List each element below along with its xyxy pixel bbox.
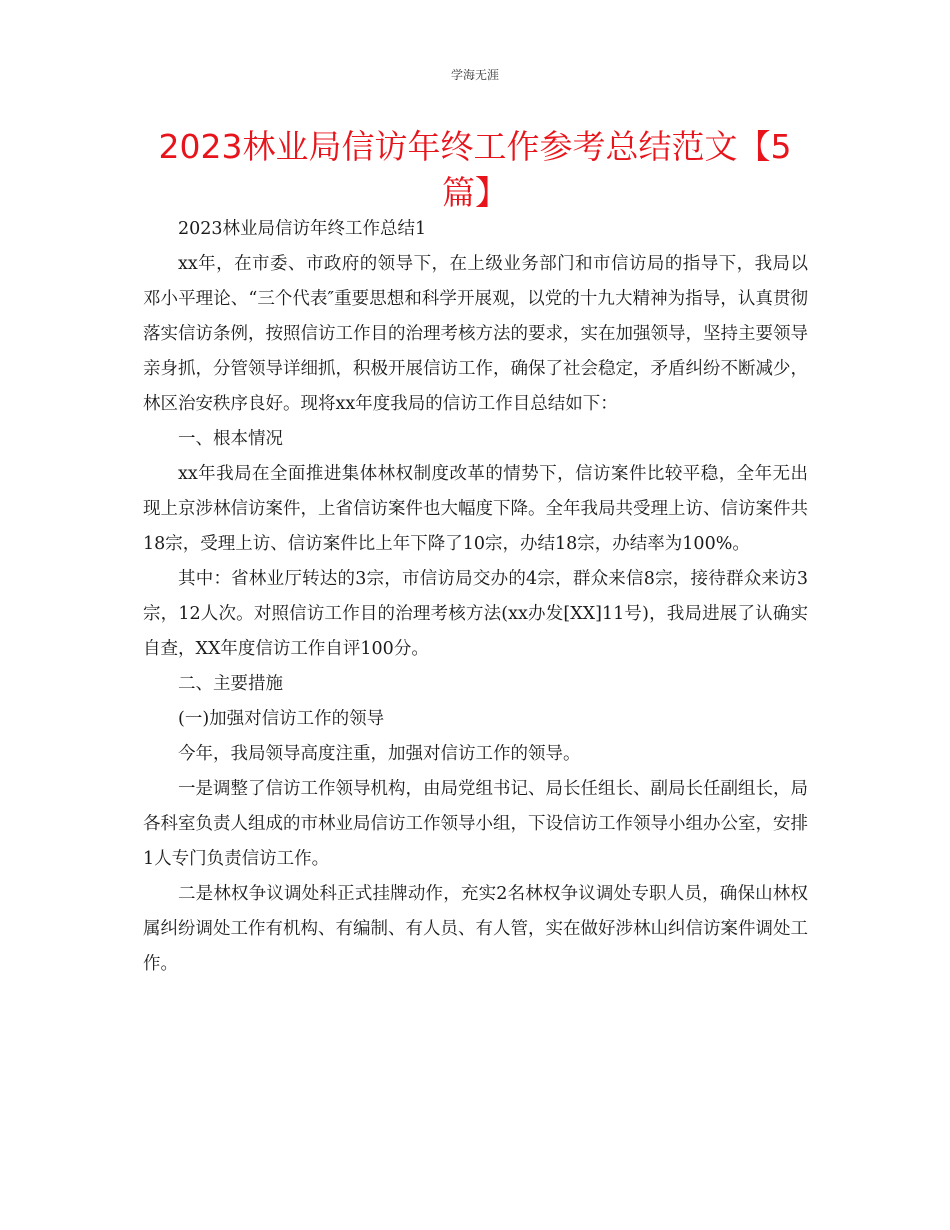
paragraph-point-one: 一是调整了信访工作领导机构，由局党组书记、局长任组长、副局长任副组长，局各科室负责人组成的市林业局信访工作领导小组，下设信访工作领导小组办公室，安排1人专门负责信访工作。 [143,779,808,869]
document-body [143,212,808,982]
paragraph-subheading-leadership: (一)加强对信访工作的领导 [178,709,385,729]
paragraph-case-breakdown: 其中：省林业厅转达的3宗，市信访局交办的4宗，群众来信8宗，接待群众来访3宗，12人次。对照信访工作目的治理考核方法(xx办发[XX]11号)，我局进展了认确实自查，XX年度信访工作自评100分。 [143,569,808,659]
paragraph-heading-measures: 二、主要措施 [178,674,283,694]
document-title: 2023林业局信访年终工作参考总结范文【5篇】 [158,127,792,212]
paragraph-intro: xx年，在市委、市政府的领导下，在上级业务部门和市信访局的指导下，我局以邓小平理论、“三个代表″重要思想和科学开展观，以党的十九大精神为指导，认真贯彻落实信访条例，按照信访工作目的治理考核方法的要求，实在加强领导，坚持主要领导亲身抓，分管领导详细抓，积极开展信访工作，确保了社会稳定，矛盾纠纷不断减少，林区治安秩序良好。现将xx年度我局的信访工作目总结如下： [143,254,808,414]
paragraph-leadership: 今年，我局领导高度注重，加强对信访工作的领导。 [178,744,581,764]
paragraph-point-two: 二是林权争议调处科正式挂牌动作，充实2名林权争议调处专职人员，确保山林权属纠纷调处工作有机构、有编制、有人员、有人管，实在做好涉林山纠信访案件调处工作。 [143,884,808,974]
paragraph-heading-basic: 一、根本情况 [178,429,283,449]
paragraph-section-title: 2023林业局信访年终工作总结1 [178,219,427,239]
page-header: 学海无涯 [450,68,499,82]
paragraph-basic-situation: xx年我局在全面推进集体林权制度改革的情势下，信访案件比较平稳，全年无出现上京涉林信访案件，上省信访案件也大幅度下降。全年我局共受理上访、信访案件共18宗，受理上访、信访案件比上年下降了10宗，办结18宗，办结率为100%。 [143,464,808,554]
